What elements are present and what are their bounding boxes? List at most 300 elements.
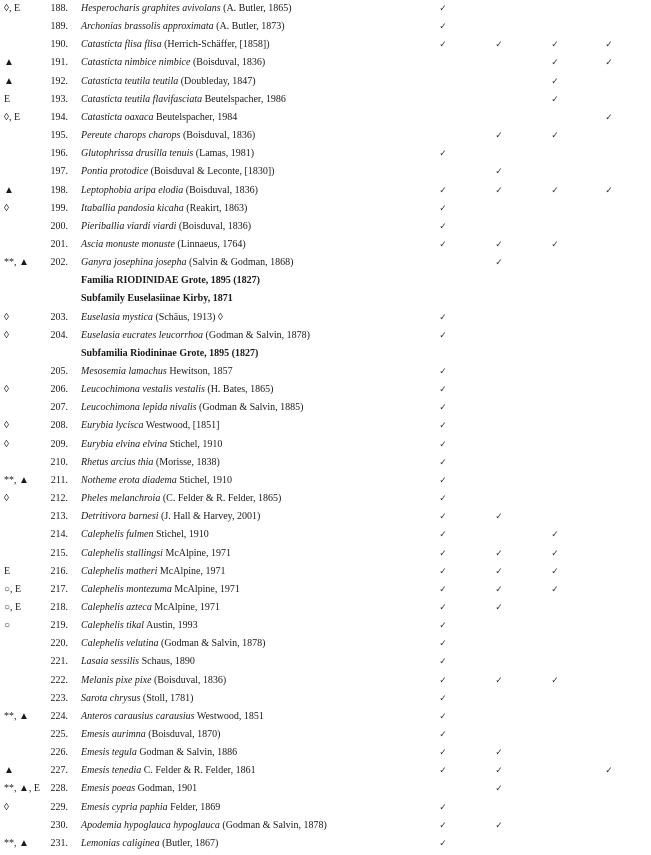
species-number: 212. [50,493,68,504]
author-citation: Godman & Salvin, 1886 [136,747,238,759]
species-name [81,801,220,815]
species-number: 213. [50,511,68,523]
check-mark-icon: ✓ [495,675,503,686]
status-markers: ◊ [4,438,9,450]
species-name [81,601,220,615]
scientific-name: Catasticta flisa flisa [81,39,162,51]
status-markers: ◊ [4,384,9,396]
species-name [81,75,256,89]
species-name [81,637,265,651]
species-number: 226. [50,747,68,759]
author-citation: McAlpine, 1971 [171,583,240,595]
scientific-name: Calephelis velutina [81,638,159,650]
species-number: 225. [50,729,68,740]
species-number: 219. [50,620,68,632]
check-mark-icon: ✓ [439,439,447,450]
species-number: 231. [50,837,68,849]
check-mark-icon: ✓ [551,239,559,250]
scientific-name: Ganyra josephina josepha [81,257,187,269]
species-row [0,20,651,38]
author-citation: (Boisduval, 1836) [151,674,227,686]
author-citation: (H. Bates, 1865) [204,384,274,396]
scientific-name: Apodemia hypoglauca hypoglauca [81,819,220,831]
species-number: 217. [50,583,68,595]
check-mark-icon: ✓ [439,566,447,577]
author-citation: (Stoll, 1781) [140,692,194,704]
species-name [81,692,193,706]
check-mark-icon: ✓ [495,40,503,51]
author-citation: (Reakirt, 1863) [183,202,248,214]
check-mark-icon: ✓ [551,584,559,595]
species-name [81,184,258,198]
author-citation: Stichel, 1910 [167,438,223,450]
scientific-name: Leptophobia aripa elodia [81,184,184,196]
check-mark-icon: ✓ [551,548,559,559]
species-number: 201. [50,238,68,250]
check-mark-icon: ✓ [605,112,613,123]
author-citation: (Linnaeus, 1764) [174,238,246,250]
species-name [81,474,232,488]
scientific-name: Calephelis matheri [81,565,158,577]
scientific-name: Pheles melanchroia [81,493,161,504]
status-markers: ▲ [4,765,14,777]
check-mark-icon: ✓ [439,385,447,396]
species-row [0,565,651,583]
species-name [81,819,327,833]
scientific-name: Emesis poeas [81,783,136,795]
check-mark-icon: ✓ [439,367,447,377]
scientific-name: Calephelis tikal [81,620,145,632]
species-number: 206. [50,384,68,396]
species-name [81,2,292,16]
species-row [0,655,651,673]
species-row [0,38,651,56]
species-name [81,510,260,524]
species-name [81,111,237,125]
species-name [81,329,310,343]
check-mark-icon: ✓ [605,766,613,777]
check-mark-icon: ✓ [495,766,503,777]
scientific-name: Pieriballia viardi viardi [81,220,177,232]
species-row [0,692,651,710]
scientific-name: Emesis aurimna [81,729,146,740]
check-mark-icon: ✓ [439,475,447,486]
species-name [81,438,222,452]
author-citation: Westwood, 1851 [194,710,264,722]
species-row [0,202,651,220]
status-markers: ○, E [4,601,22,613]
status-markers: ◊ [4,493,9,504]
check-mark-icon: ✓ [495,512,503,523]
species-row [0,456,651,474]
scientific-name: Calephelis stallingsi [81,547,163,559]
scientific-name: Glutophrissa drusilla tenuis [81,148,194,160]
species-row [0,474,651,492]
species-number: 214. [50,529,68,541]
check-mark-icon: ✓ [551,185,559,196]
scientific-name: Pontia protodice [81,166,149,178]
author-citation: (Boisduval, 1836) [176,220,252,232]
species-number: 229. [50,801,68,813]
species-row [0,111,651,129]
scientific-name: Emesis tegula [81,747,137,759]
species-row [0,438,651,456]
species-row [0,819,651,837]
author-citation: (Lamas, 1981) [193,148,255,160]
species-number: 204. [50,329,68,341]
species-name [81,492,281,506]
check-mark-icon: ✓ [551,94,559,105]
check-mark-icon: ✓ [495,167,503,178]
species-name [81,365,233,379]
author-citation: (Godman & Salvin, 1878) [219,819,327,831]
species-name [81,456,220,470]
species-number: 190. [50,39,68,51]
species-number: 230. [50,819,68,831]
status-markers: ▲ [4,184,14,196]
species-row [0,129,651,147]
species-number: 216. [50,565,68,577]
species-row [0,329,651,347]
species-row [0,165,651,183]
scientific-name: Sarota chrysus [81,692,141,704]
status-markers: E [4,565,11,577]
species-number: 228. [50,783,68,795]
check-mark-icon: ✓ [551,40,559,51]
check-mark-icon: ✓ [439,639,447,650]
check-mark-icon: ✓ [439,748,447,759]
species-number: 209. [50,438,68,450]
author-citation: McAlpine, 1971 [157,565,226,577]
species-row [0,674,651,692]
species-row [0,528,651,546]
species-row [0,147,651,165]
species-number: 221. [50,656,68,668]
status-markers: ◊ [4,311,9,323]
species-row [0,547,651,565]
species-row [0,764,651,782]
author-citation: Austin, 1993 [144,620,198,632]
species-number: 218. [50,601,68,613]
scientific-name: Euselasia eucrates leucorrhoa [81,329,204,341]
check-mark-icon: ✓ [439,838,447,849]
species-row [0,311,651,329]
author-citation: Felder, 1869 [167,801,221,813]
status-markers: ◊ [4,329,9,341]
scientific-name: Emesis cypria paphia [81,801,168,813]
species-row [0,93,651,111]
check-mark-icon: ✓ [439,421,447,432]
author-citation: (Boisduval & Leconte, [1830]) [148,166,275,178]
check-mark-icon: ✓ [495,258,503,269]
species-row [0,256,651,274]
author-citation: (Herrich-Schäffer, [1858]) [161,39,270,51]
check-mark-icon: ✓ [439,621,447,632]
status-markers: **, ▲ [4,837,29,849]
species-name [81,746,237,760]
scientific-name: Catasticta teutila teutila [81,75,179,87]
author-citation: (Godman & Salvin, 1878) [203,329,310,341]
author-citation: (Godman & Salvin, 1878) [158,638,266,650]
check-mark-icon: ✓ [551,675,559,686]
species-number: 194. [50,111,68,123]
status-markers: ◊, E [4,3,21,14]
scientific-name: Itaballia pandosia kicaha [81,202,184,214]
check-mark-icon: ✓ [495,820,503,831]
species-name [81,93,286,107]
check-mark-icon: ✓ [551,131,559,141]
check-mark-icon: ✓ [439,221,447,232]
species-number: 202. [50,257,68,269]
species-name [81,710,264,724]
check-mark-icon: ✓ [439,530,447,541]
status-markers: ▲ [4,57,14,69]
check-mark-icon: ✓ [551,530,559,541]
author-citation: (Godman & Salvin, 1885) [196,402,304,414]
check-mark-icon: ✓ [495,185,503,196]
species-name [81,256,293,270]
species-name [81,655,195,669]
species-number: 197. [50,166,68,178]
scientific-name: Rhetus arcius thia [81,456,154,468]
species-number: 227. [50,765,68,777]
check-mark-icon: ✓ [495,602,503,613]
species-number: 193. [50,93,68,105]
status-markers: E [4,93,11,105]
species-number: 207. [50,402,68,414]
species-number: 199. [50,202,68,214]
scientific-name: Lasaia sessilis [81,656,140,668]
check-mark-icon: ✓ [495,548,503,559]
status-markers: **, ▲ [4,257,29,269]
species-number: 191. [50,57,68,69]
check-mark-icon: ✓ [439,657,447,668]
species-row [0,510,651,528]
status-markers: ◊, E [4,111,21,123]
author-citation: Beutelspacher, 1986 [202,93,286,105]
species-name [81,419,219,433]
status-markers: ◊ [4,801,9,813]
species-row [0,782,651,800]
scientific-name: Mesosemia lamachus [81,366,167,377]
scientific-name: Catasticta nimbice nimbice [81,57,191,69]
species-name [81,528,209,542]
species-name [81,56,265,70]
section-heading-row [0,292,651,310]
species-number: 203. [50,311,68,323]
species-row [0,56,651,74]
check-mark-icon: ✓ [439,403,447,414]
species-number: 188. [50,3,68,14]
status-markers: **, ▲ [4,710,29,722]
author-citation: (A. Butler, 1865) [220,3,292,14]
species-number: 189. [50,21,68,33]
check-mark-icon: ✓ [551,76,559,87]
section-heading-row [0,274,651,292]
author-citation: (Boisduval, 1870) [145,729,221,740]
check-mark-icon: ✓ [439,239,447,250]
check-mark-icon: ✓ [605,58,613,69]
species-name [81,202,247,216]
check-mark-icon: ✓ [439,40,447,51]
species-name [81,238,246,252]
scientific-name: Hesperocharis graphites avivolans [81,3,221,14]
section-heading-row [0,347,651,365]
species-row [0,401,651,419]
status-markers: ○ [4,620,11,632]
species-name [81,764,256,778]
author-citation: Godman, 1901 [135,783,198,795]
scientific-name: Leucochimona vestalis vestalis [81,384,205,396]
author-citation: Stichel, 1910 [153,529,209,541]
check-mark-icon: ✓ [495,131,503,141]
status-markers: ◊ [4,420,9,432]
check-mark-icon: ✓ [439,330,447,341]
species-name [81,565,225,579]
check-mark-icon: ✓ [439,820,447,831]
author-citation: (Boisduval, 1836) [180,130,256,141]
scientific-name: Emesis tenedia [81,765,142,777]
check-mark-icon: ✓ [439,602,447,613]
author-citation: (A. Butler, 1873) [213,21,285,33]
species-row [0,801,651,819]
check-mark-icon: ✓ [439,766,447,777]
author-citation: (Butler, 1867) [159,837,219,849]
check-mark-icon: ✓ [605,185,613,196]
check-mark-icon: ✓ [439,312,447,323]
check-mark-icon: ✓ [439,802,447,813]
species-row [0,492,651,510]
species-number: 220. [50,638,68,650]
author-citation: McAlpine, 1971 [151,601,220,613]
check-mark-icon: ✓ [439,584,447,595]
check-mark-icon: ✓ [605,40,613,51]
check-mark-icon: ✓ [439,149,447,160]
author-citation: Stichel, 1910 [176,474,233,486]
check-mark-icon: ✓ [439,494,447,504]
check-mark-icon: ✓ [495,584,503,595]
species-name [81,583,240,597]
check-mark-icon: ✓ [551,566,559,577]
author-citation: (J. Hall & Harvey, 2001) [158,511,261,523]
species-number: 205. [50,366,68,377]
species-name [81,401,303,415]
species-number: 210. [50,456,68,468]
check-mark-icon: ✓ [439,675,447,686]
author-citation: Beutelspacher, 1984 [153,111,238,123]
author-citation: C. Felder & R. Felder, 1861 [141,765,256,777]
check-mark-icon: ✓ [439,4,447,14]
species-number: 192. [50,75,68,87]
scientific-name: Anteros carausius carausius [81,710,195,722]
species-number: 211. [50,474,68,486]
scientific-name: Euselasia mystica [81,311,153,323]
scientific-name: Eurybia elvina elvina [81,438,168,450]
check-mark-icon: ✓ [495,566,503,577]
species-row [0,75,651,93]
status-markers: ○, E [4,583,22,595]
check-mark-icon: ✓ [439,185,447,196]
species-row [0,637,651,655]
scientific-name: Eurybia lycisca [81,420,144,432]
species-number: 222. [50,674,68,686]
species-name [81,311,223,325]
species-number: 208. [50,420,68,432]
species-number: 195. [50,130,68,141]
check-mark-icon: ✓ [495,239,503,250]
species-number: 223. [50,692,68,704]
check-mark-icon: ✓ [439,730,447,740]
species-row [0,184,651,202]
section-heading: Subfamily Euselasiinae Kirby, 1871 [81,293,233,305]
species-name [81,728,220,742]
check-mark-icon: ✓ [495,784,503,795]
check-mark-icon: ✓ [439,693,447,704]
species-number: 200. [50,220,68,232]
scientific-name: Notheme erota diadema [81,474,177,486]
species-row [0,601,651,619]
check-mark-icon: ✓ [439,548,447,559]
author-citation: Hewitson, 1857 [166,366,233,377]
section-heading: Familia RIODINIDAE Grote, 1895 (1827) [81,275,260,287]
author-citation: Westwood, [1851] [143,420,220,432]
check-mark-icon: ✓ [551,58,559,69]
scientific-name: Ascia monuste monuste [81,238,175,250]
scientific-name: Pereute charops charops [81,130,181,141]
species-row [0,710,651,728]
species-number: 196. [50,148,68,160]
status-markers: **, ▲ [4,474,29,486]
check-mark-icon: ✓ [439,22,447,33]
species-name [81,147,254,161]
scientific-name: Leucochimona lepida nivalis [81,402,197,414]
scientific-name: Catasticta oaxaca [81,111,154,123]
author-citation: (Salvin & Godman, 1868) [186,257,294,269]
author-citation: (Doubleday, 1847) [178,75,256,87]
species-name [81,220,251,234]
author-citation: (Schäus, 1913) ◊ [152,311,223,323]
status-markers: ▲ [4,75,14,87]
author-citation: (Boisduval, 1836) [190,57,266,69]
species-name [81,547,231,561]
species-row [0,238,651,256]
scientific-name: Lemonias caliginea [81,837,160,849]
species-number: 224. [50,710,68,722]
species-row [0,728,651,746]
species-name [81,383,273,397]
scientific-name: Melanis pixe pixe [81,674,152,686]
species-number: 215. [50,547,68,559]
scientific-name: Detritivora barnesi [81,511,159,523]
species-name [81,619,198,633]
check-mark-icon: ✓ [439,711,447,722]
species-name [81,782,197,796]
scientific-name: Calephelis azteca [81,601,152,613]
check-mark-icon: ✓ [495,748,503,759]
status-markers: ◊ [4,202,9,214]
species-row [0,419,651,437]
species-name [81,20,285,34]
section-heading: Subfamilia Riodininae Grote, 1895 (1827) [81,347,259,359]
species-row [0,746,651,764]
scientific-name: Catasticta teutila flavifasciata [81,93,203,105]
status-markers: **, ▲, E [4,783,41,795]
species-row [0,2,651,20]
author-citation: McAlpine, 1971 [162,547,231,559]
author-citation: (Morisse, 1838) [153,456,220,468]
author-citation: Schaus, 1890 [139,656,195,668]
check-mark-icon: ✓ [439,203,447,214]
